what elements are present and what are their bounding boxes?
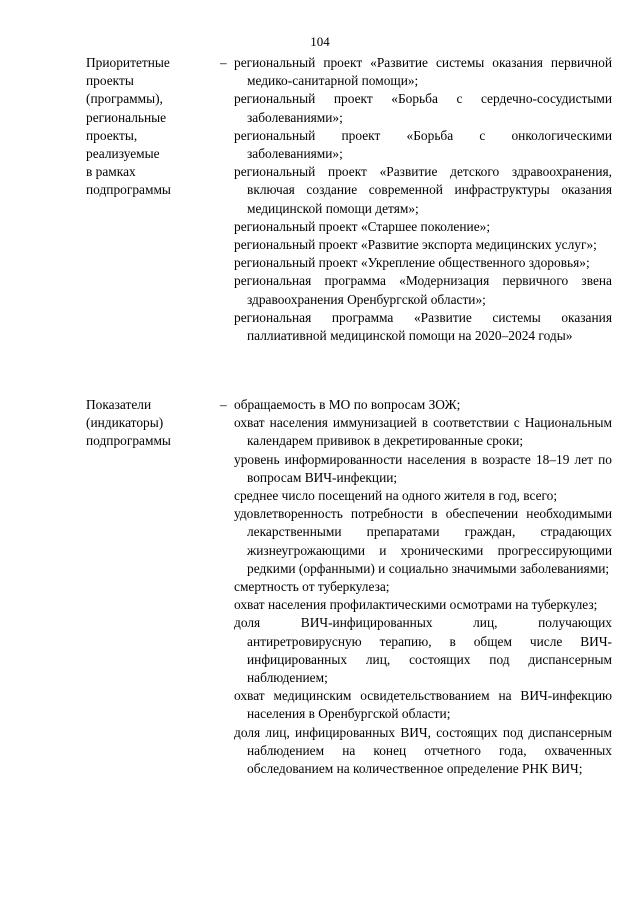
label-line: региональные [86, 109, 167, 125]
list-item: региональная программа «Развитие системы оказания паллиативной медицинской помощи на 2020–2024 годы» [234, 309, 612, 344]
label-line: подпрограммы [86, 433, 171, 449]
label-line: реализуемые [86, 146, 160, 162]
list-item: уровень информированности населения в возрасте 18–19 лет по вопросам ВИЧ-инфекции; [234, 451, 612, 485]
section-label [86, 54, 206, 200]
dash-separator: – [220, 397, 227, 412]
list-item: охват населения профилактическими осмотрами на туберкулез; [234, 597, 598, 613]
page-number: 104 [310, 34, 330, 49]
items-list [234, 54, 612, 345]
list-item: доля ВИЧ-инфицированных лиц, получающих антиретровирусную терапию, в общем числе ВИЧ-инфицированных лиц, состоящих под диспансерным наблюдением; [234, 615, 612, 686]
section-label [86, 396, 206, 451]
dash-separator: – [220, 55, 227, 70]
list-item: обращаемость в МО по вопросам ЗОЖ; [234, 397, 461, 412]
list-item: среднее число посещений на одного жителя в год, всего; [234, 488, 558, 504]
list-item: охват населения иммунизацией в соответствии с Национальным календарем прививок в декретированные сроки; [234, 415, 612, 449]
label-line: проекты [86, 73, 134, 89]
label-line: подпрограммы [86, 182, 171, 198]
label-line: (программы), [86, 91, 163, 107]
list-item: региональный проект «Развитие экспорта медицинских услуг»; [234, 237, 597, 253]
list-item: региональный проект «Борьба с онкологическими заболеваниями»; [234, 127, 612, 162]
list-item: удовлетворенность потребности в обеспечении необходимыми лекарственными препаратами граждан, страдающих жизнеугрожающими и хроническими прогрессирующими редкими (орфанными) и социально значимыми заболеваниями; [234, 506, 612, 576]
list-item: смертность от туберкулеза; [234, 579, 390, 595]
label-line: (индикаторы) [86, 415, 164, 431]
label-line: в рамках [86, 164, 136, 180]
items-list [234, 396, 612, 778]
list-item: доля лиц, инфицированных ВИЧ, состоящих под диспансерным наблюдением на конец отчетного года, охваченных обследованием на количественное определение РНК ВИЧ; [234, 724, 612, 777]
list-item: охват медицинским освидетельствованием на ВИЧ-инфекцию населения в Оренбургской области; [234, 688, 612, 722]
label-line: проекты, [86, 127, 138, 143]
label-line: Приоритетные [86, 55, 170, 70]
list-item: региональный проект «Старшее поколение»; [234, 218, 491, 234]
list-item: региональный проект «Борьба с сердечно-сосудистыми заболеваниями»; [234, 91, 612, 125]
list-item: региональная программа «Модернизация первичного звена здравоохранения Оренбургской области»; [234, 273, 612, 307]
list-item: региональный проект «Развитие системы оказания первичной медико-санитарной помощи»; [234, 55, 612, 89]
list-item: региональный проект «Развитие детского здравоохранения, включая создание современной инфраструктуры оказания медицинской помощи детям»; [234, 164, 612, 216]
label-line: Показатели [86, 397, 152, 412]
list-item: региональный проект «Укрепление общественного здоровья»; [234, 255, 590, 271]
